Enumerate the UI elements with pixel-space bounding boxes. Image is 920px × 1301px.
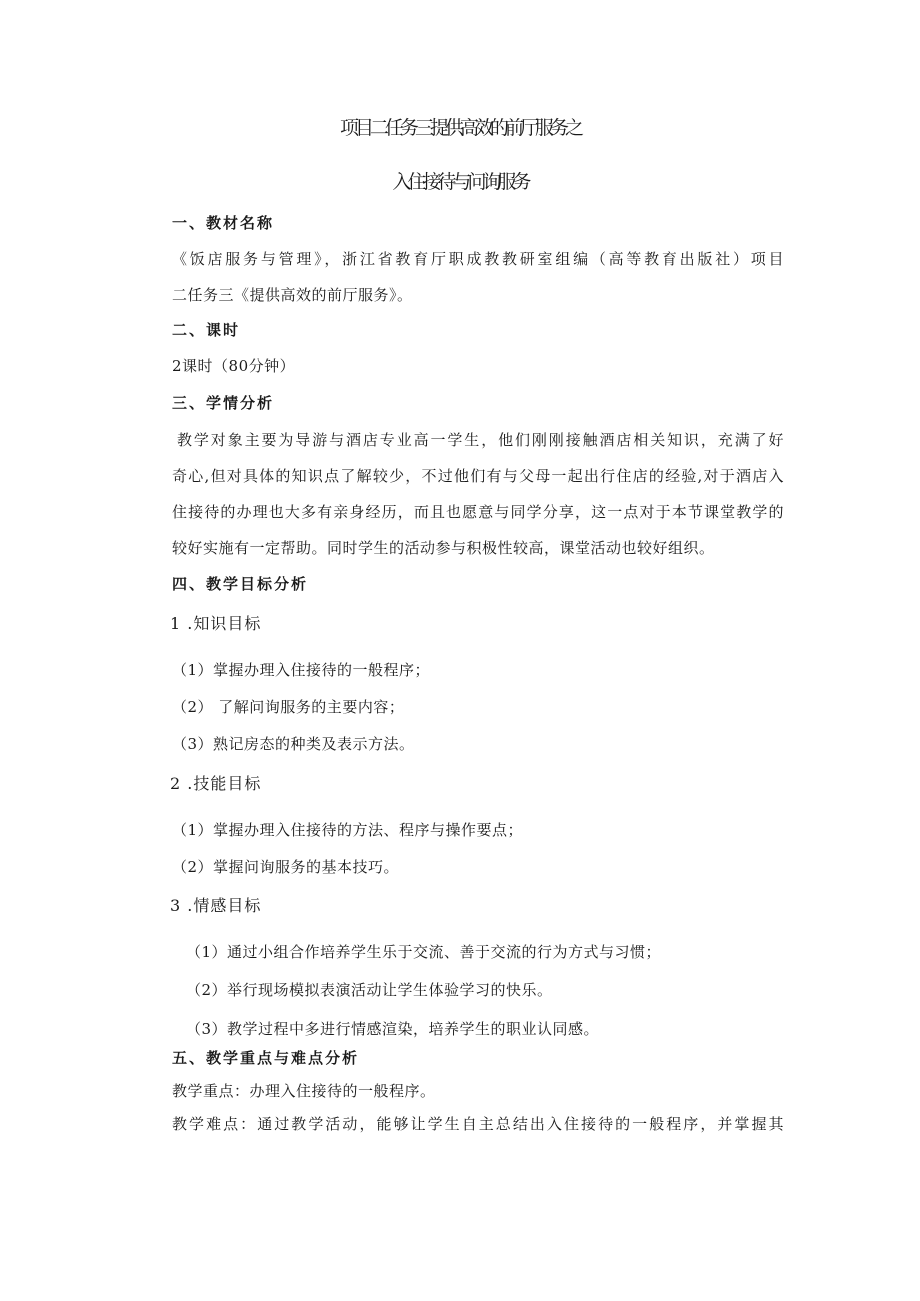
knowledge-objective-heading: 1 .知识目标 bbox=[170, 614, 262, 633]
emotion-objective-item-2: （2）举行现场模拟表演活动让学生体验学习的快乐。 bbox=[186, 981, 553, 999]
section-heading-class-hours: 二、课时 bbox=[172, 321, 241, 339]
skill-objective-item-2: （2）掌握问询服务的基本技巧。 bbox=[172, 858, 400, 876]
textbook-paragraph-line-1: 《饭店服务与管理》，浙江省教育厅职成教教研室组编（高等教育出版社）项目 bbox=[172, 250, 784, 268]
student-analysis-line-4: 较好实施有一定帮助。同时学生的活动参与积极性较高，课堂活动也较好组织。 bbox=[172, 539, 715, 557]
knowledge-objective-item-3: （3）熟记房态的种类及表示方法。 bbox=[172, 735, 415, 753]
student-analysis-line-1: 教学对象主要为导游与酒店专业高一学生，他们刚刚接触酒店相关知识，充满了好 bbox=[177, 431, 784, 449]
section-heading-textbook: 一、教材名称 bbox=[172, 214, 275, 232]
emotion-objective-heading: 3 .情感目标 bbox=[170, 896, 262, 915]
emotion-objective-item-1: （1）通过小组合作培养学生乐于交流、善于交流的行为方式与习惯； bbox=[186, 943, 662, 961]
difficult-point-text: 教学难点：通过教学活动，能够让学生自主总结出入住接待的一般程序，并掌握其 bbox=[172, 1115, 784, 1133]
key-point-text: 教学重点：办理入住接待的一般程序。 bbox=[172, 1082, 436, 1100]
section-heading-teaching-objectives: 四、教学目标分析 bbox=[172, 575, 309, 593]
class-hours-text: 2课时（80分钟） bbox=[172, 357, 296, 375]
section-heading-key-difficult-points: 五、教学重点与难点分析 bbox=[172, 1049, 360, 1067]
skill-objective-item-1: （1）掌握办理入住接待的方法、程序与操作要点； bbox=[172, 821, 524, 839]
title-line-2: 入住接待与问询服务 bbox=[392, 171, 528, 193]
section-heading-student-analysis: 三、学情分析 bbox=[172, 394, 275, 412]
skill-objective-heading: 2 .技能目标 bbox=[170, 774, 262, 793]
knowledge-objective-item-1: （1）掌握办理入住接待的一般程序； bbox=[172, 661, 431, 679]
emotion-objective-item-3: （3）教学过程中多进行情感渲染，培养学生的职业认同感。 bbox=[186, 1020, 600, 1038]
student-analysis-line-2: 奇心,但对具体的知识点了解较少，不过他们有与父母一起出行住店的经验,对于酒店入 bbox=[172, 467, 784, 485]
title-line-1: 项目二任务三提供高效的前厅服务之 bbox=[339, 117, 580, 139]
textbook-paragraph-line-2: 二任务三《提供高效的前厅服务》。 bbox=[172, 286, 413, 304]
student-analysis-line-3: 住接待的办理也大多有亲身经历，而且也愿意与同学分享，这一点对于本节课堂教学的 bbox=[172, 503, 784, 521]
knowledge-objective-item-2: （2） 了解问询服务的主要内容； bbox=[172, 698, 405, 716]
